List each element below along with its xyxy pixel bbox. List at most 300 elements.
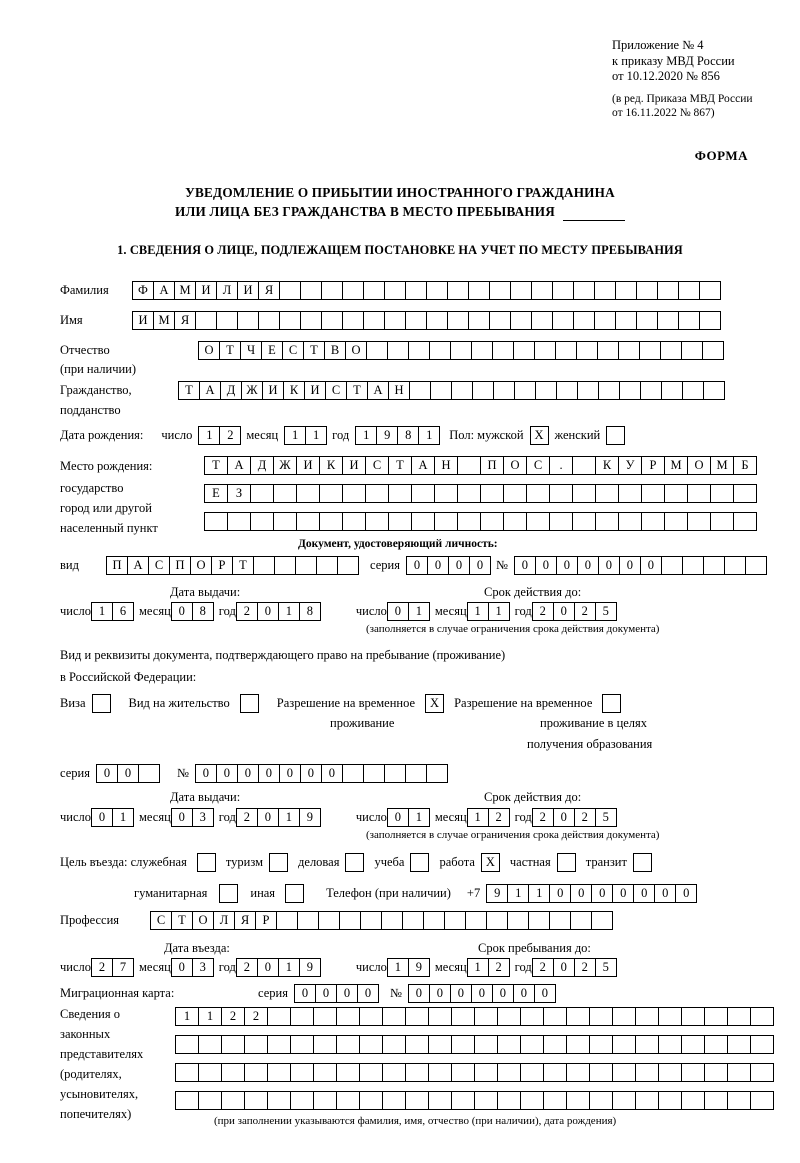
- form-cell[interactable]: [543, 1007, 567, 1026]
- form-cell[interactable]: 0: [336, 984, 358, 1003]
- form-cell[interactable]: [710, 484, 734, 503]
- form-cell[interactable]: 0: [619, 556, 641, 575]
- form-cell[interactable]: [474, 1063, 498, 1082]
- form-cell[interactable]: [661, 381, 683, 400]
- form-cell[interactable]: 0: [279, 764, 301, 783]
- form-cell[interactable]: 0: [612, 884, 634, 903]
- purpose-other-checkbox[interactable]: [285, 884, 304, 903]
- entry-year-input[interactable]: [236, 958, 320, 977]
- form-cell[interactable]: 3: [192, 808, 214, 827]
- form-cell[interactable]: [678, 311, 700, 330]
- form-cell[interactable]: [244, 1063, 268, 1082]
- form-cell[interactable]: [682, 381, 704, 400]
- form-cell[interactable]: В: [324, 341, 346, 360]
- birthplace-row-1-input[interactable]: [204, 456, 756, 475]
- form-cell[interactable]: 1: [198, 1007, 222, 1026]
- form-cell[interactable]: 1: [467, 602, 489, 621]
- form-cell[interactable]: [408, 341, 430, 360]
- form-cell[interactable]: [336, 1007, 360, 1026]
- form-cell[interactable]: Н: [434, 456, 458, 475]
- form-cell[interactable]: [572, 484, 596, 503]
- form-cell[interactable]: [591, 911, 613, 930]
- form-cell[interactable]: [635, 1035, 659, 1054]
- form-cell[interactable]: [589, 1007, 613, 1026]
- form-cell[interactable]: [572, 512, 596, 531]
- form-cell[interactable]: Р: [641, 456, 665, 475]
- form-cell[interactable]: 1: [387, 958, 409, 977]
- form-cell[interactable]: [612, 1091, 636, 1110]
- form-cell[interactable]: [336, 1063, 360, 1082]
- form-cell[interactable]: [276, 911, 298, 930]
- form-cell[interactable]: [237, 311, 259, 330]
- form-cell[interactable]: [405, 311, 427, 330]
- form-cell[interactable]: Р: [255, 911, 277, 930]
- stay-day-input[interactable]: [387, 958, 429, 977]
- form-cell[interactable]: [360, 911, 382, 930]
- form-cell[interactable]: [486, 911, 508, 930]
- form-cell[interactable]: [434, 512, 458, 531]
- form-cell[interactable]: 1: [528, 884, 550, 903]
- form-cell[interactable]: 0: [96, 764, 118, 783]
- form-cell[interactable]: [244, 1035, 268, 1054]
- form-cell[interactable]: [573, 281, 595, 300]
- form-cell[interactable]: А: [199, 381, 221, 400]
- form-cell[interactable]: [612, 1063, 636, 1082]
- form-cell[interactable]: Е: [261, 341, 283, 360]
- form-cell[interactable]: 0: [549, 884, 571, 903]
- form-cell[interactable]: [411, 484, 435, 503]
- form-cell[interactable]: Ж: [273, 456, 297, 475]
- form-cell[interactable]: 0: [591, 884, 613, 903]
- form-cell[interactable]: [198, 1063, 222, 1082]
- form-cell[interactable]: [640, 381, 662, 400]
- identity-valid-year-input[interactable]: [532, 602, 616, 621]
- form-cell[interactable]: 0: [387, 602, 409, 621]
- form-cell[interactable]: [703, 556, 725, 575]
- purpose-study-checkbox[interactable]: [410, 853, 429, 872]
- form-cell[interactable]: [657, 311, 679, 330]
- form-cell[interactable]: О: [345, 341, 367, 360]
- form-cell[interactable]: [428, 1035, 452, 1054]
- form-cell[interactable]: [313, 1091, 337, 1110]
- form-cell[interactable]: [221, 1035, 245, 1054]
- form-cell[interactable]: [733, 512, 757, 531]
- form-cell[interactable]: 2: [532, 808, 554, 827]
- form-cell[interactable]: 1: [112, 808, 134, 827]
- form-cell[interactable]: [428, 1007, 452, 1026]
- form-cell[interactable]: Ж: [241, 381, 263, 400]
- form-cell[interactable]: [687, 484, 711, 503]
- form-cell[interactable]: Д: [220, 381, 242, 400]
- form-cell[interactable]: [273, 512, 297, 531]
- form-cell[interactable]: [267, 1007, 291, 1026]
- form-cell[interactable]: 0: [321, 764, 343, 783]
- form-cell[interactable]: [426, 281, 448, 300]
- form-cell[interactable]: [363, 311, 385, 330]
- entry-month-input[interactable]: [171, 958, 213, 977]
- form-cell[interactable]: [382, 1091, 406, 1110]
- permit-valid-month-input[interactable]: [467, 808, 509, 827]
- form-cell[interactable]: [727, 1007, 751, 1026]
- form-cell[interactable]: [339, 911, 361, 930]
- form-cell[interactable]: [321, 281, 343, 300]
- form-cell[interactable]: [618, 512, 642, 531]
- form-cell[interactable]: [618, 341, 640, 360]
- birth-year-input[interactable]: [355, 426, 439, 445]
- form-cell[interactable]: 9: [299, 958, 321, 977]
- form-cell[interactable]: 0: [408, 984, 430, 1003]
- form-cell[interactable]: [598, 381, 620, 400]
- form-cell[interactable]: [451, 1035, 475, 1054]
- form-cell[interactable]: [434, 484, 458, 503]
- form-cell[interactable]: 0: [448, 556, 470, 575]
- form-cell[interactable]: Ч: [240, 341, 262, 360]
- form-cell[interactable]: 1: [408, 602, 430, 621]
- form-cell[interactable]: [589, 1035, 613, 1054]
- form-cell[interactable]: [204, 512, 228, 531]
- form-cell[interactable]: [175, 1091, 199, 1110]
- form-cell[interactable]: 2: [488, 958, 510, 977]
- form-cell[interactable]: З: [227, 484, 251, 503]
- temp-residence-checkbox[interactable]: X: [425, 694, 444, 713]
- permit-issue-year-input[interactable]: [236, 808, 320, 827]
- form-cell[interactable]: А: [127, 556, 149, 575]
- permit-valid-year-input[interactable]: [532, 808, 616, 827]
- form-cell[interactable]: [702, 341, 724, 360]
- surname-input[interactable]: [132, 281, 720, 300]
- form-cell[interactable]: [497, 1063, 521, 1082]
- form-cell[interactable]: [336, 1035, 360, 1054]
- form-cell[interactable]: [359, 1035, 383, 1054]
- form-cell[interactable]: 2: [219, 426, 241, 445]
- form-cell[interactable]: [750, 1007, 774, 1026]
- form-cell[interactable]: А: [227, 456, 251, 475]
- form-cell[interactable]: [589, 1091, 613, 1110]
- identity-number-input[interactable]: [514, 556, 766, 575]
- form-cell[interactable]: [428, 1063, 452, 1082]
- form-cell[interactable]: [520, 1035, 544, 1054]
- form-cell[interactable]: [704, 1091, 728, 1110]
- form-cell[interactable]: [216, 311, 238, 330]
- form-cell[interactable]: 0: [450, 984, 472, 1003]
- form-cell[interactable]: [528, 911, 550, 930]
- form-cell[interactable]: Б: [733, 456, 757, 475]
- form-cell[interactable]: [384, 281, 406, 300]
- form-cell[interactable]: С: [150, 911, 172, 930]
- form-cell[interactable]: [641, 512, 665, 531]
- form-cell[interactable]: [480, 484, 504, 503]
- form-cell[interactable]: [342, 311, 364, 330]
- form-cell[interactable]: П: [106, 556, 128, 575]
- birthplace-row-3-input[interactable]: [204, 512, 756, 531]
- form-cell[interactable]: [175, 1063, 199, 1082]
- form-cell[interactable]: 0: [406, 556, 428, 575]
- form-cell[interactable]: [489, 281, 511, 300]
- form-cell[interactable]: Т: [232, 556, 254, 575]
- form-cell[interactable]: М: [710, 456, 734, 475]
- form-cell[interactable]: [589, 1063, 613, 1082]
- form-cell[interactable]: 1: [488, 602, 510, 621]
- form-cell[interactable]: [639, 341, 661, 360]
- form-cell[interactable]: 0: [469, 556, 491, 575]
- form-cell[interactable]: [366, 341, 388, 360]
- form-cell[interactable]: [300, 281, 322, 300]
- form-cell[interactable]: [405, 1063, 429, 1082]
- form-cell[interactable]: [480, 512, 504, 531]
- form-cell[interactable]: [296, 512, 320, 531]
- form-cell[interactable]: [313, 1007, 337, 1026]
- form-cell[interactable]: 1: [198, 426, 220, 445]
- birth-day-input[interactable]: [198, 426, 240, 445]
- form-cell[interactable]: [618, 484, 642, 503]
- form-cell[interactable]: И: [132, 311, 154, 330]
- form-cell[interactable]: [526, 512, 550, 531]
- form-cell[interactable]: [636, 311, 658, 330]
- form-cell[interactable]: 0: [315, 984, 337, 1003]
- form-cell[interactable]: [365, 484, 389, 503]
- form-cell[interactable]: 2: [91, 958, 113, 977]
- form-cell[interactable]: [429, 341, 451, 360]
- form-cell[interactable]: 0: [640, 556, 662, 575]
- form-cell[interactable]: [384, 311, 406, 330]
- form-cell[interactable]: И: [237, 281, 259, 300]
- form-cell[interactable]: [457, 512, 481, 531]
- form-cell[interactable]: [472, 381, 494, 400]
- form-cell[interactable]: [595, 484, 619, 503]
- form-cell[interactable]: 1: [467, 958, 489, 977]
- form-cell[interactable]: [316, 556, 338, 575]
- form-cell[interactable]: [555, 341, 577, 360]
- form-cell[interactable]: С: [526, 456, 550, 475]
- form-cell[interactable]: [457, 456, 481, 475]
- form-cell[interactable]: [658, 1063, 682, 1082]
- form-cell[interactable]: [597, 341, 619, 360]
- phone-input[interactable]: [486, 884, 696, 903]
- form-cell[interactable]: [388, 484, 412, 503]
- form-cell[interactable]: Н: [388, 381, 410, 400]
- form-cell[interactable]: [531, 311, 553, 330]
- form-cell[interactable]: [657, 281, 679, 300]
- form-cell[interactable]: 1: [175, 1007, 199, 1026]
- form-cell[interactable]: [342, 764, 364, 783]
- form-cell[interactable]: К: [595, 456, 619, 475]
- form-cell[interactable]: [699, 281, 721, 300]
- form-cell[interactable]: [384, 764, 406, 783]
- form-cell[interactable]: [411, 512, 435, 531]
- form-cell[interactable]: [290, 1091, 314, 1110]
- form-cell[interactable]: [290, 1063, 314, 1082]
- form-cell[interactable]: [615, 311, 637, 330]
- legal-row-2-input[interactable]: [175, 1035, 773, 1054]
- form-cell[interactable]: [619, 381, 641, 400]
- purpose-tourism-checkbox[interactable]: [269, 853, 288, 872]
- form-cell[interactable]: 0: [514, 556, 536, 575]
- form-cell[interactable]: 0: [553, 602, 575, 621]
- form-cell[interactable]: [342, 512, 366, 531]
- purpose-business-checkbox[interactable]: [345, 853, 364, 872]
- form-cell[interactable]: [492, 341, 514, 360]
- form-cell[interactable]: О: [687, 456, 711, 475]
- identity-issue-year-input[interactable]: [236, 602, 320, 621]
- permit-valid-day-input[interactable]: [387, 808, 429, 827]
- form-cell[interactable]: [388, 512, 412, 531]
- visa-checkbox[interactable]: [92, 694, 111, 713]
- form-cell[interactable]: Т: [171, 911, 193, 930]
- form-cell[interactable]: [267, 1063, 291, 1082]
- form-cell[interactable]: [253, 556, 275, 575]
- form-cell[interactable]: [704, 1007, 728, 1026]
- permit-issue-day-input[interactable]: [91, 808, 133, 827]
- form-cell[interactable]: 0: [471, 984, 493, 1003]
- form-cell[interactable]: [430, 381, 452, 400]
- form-cell[interactable]: [682, 556, 704, 575]
- form-cell[interactable]: 1: [91, 602, 113, 621]
- form-cell[interactable]: 2: [236, 602, 258, 621]
- form-cell[interactable]: М: [153, 311, 175, 330]
- form-cell[interactable]: 5: [595, 808, 617, 827]
- form-cell[interactable]: А: [411, 456, 435, 475]
- purpose-transit-checkbox[interactable]: [633, 853, 652, 872]
- form-cell[interactable]: [471, 341, 493, 360]
- form-cell[interactable]: 2: [244, 1007, 268, 1026]
- form-cell[interactable]: [405, 1091, 429, 1110]
- form-cell[interactable]: 8: [299, 602, 321, 621]
- form-cell[interactable]: [520, 1007, 544, 1026]
- form-cell[interactable]: [594, 281, 616, 300]
- form-cell[interactable]: [566, 1091, 590, 1110]
- form-cell[interactable]: [451, 381, 473, 400]
- form-cell[interactable]: [313, 1035, 337, 1054]
- form-cell[interactable]: Т: [388, 456, 412, 475]
- form-cell[interactable]: [296, 484, 320, 503]
- form-cell[interactable]: [710, 512, 734, 531]
- form-cell[interactable]: 1: [467, 808, 489, 827]
- form-cell[interactable]: [507, 911, 529, 930]
- permit-issue-month-input[interactable]: [171, 808, 213, 827]
- form-cell[interactable]: 0: [427, 556, 449, 575]
- sex-male-checkbox[interactable]: X: [530, 426, 549, 445]
- form-cell[interactable]: [402, 911, 424, 930]
- form-cell[interactable]: 9: [408, 958, 430, 977]
- form-cell[interactable]: И: [262, 381, 284, 400]
- form-cell[interactable]: [566, 1063, 590, 1082]
- permit-number-input[interactable]: [195, 764, 447, 783]
- form-cell[interactable]: [290, 1035, 314, 1054]
- form-cell[interactable]: [594, 311, 616, 330]
- form-cell[interactable]: [468, 281, 490, 300]
- form-cell[interactable]: [426, 764, 448, 783]
- purpose-private-checkbox[interactable]: [557, 853, 576, 872]
- form-cell[interactable]: О: [503, 456, 527, 475]
- form-cell[interactable]: 0: [577, 556, 599, 575]
- form-cell[interactable]: Я: [258, 281, 280, 300]
- form-cell[interactable]: [681, 341, 703, 360]
- form-cell[interactable]: [342, 281, 364, 300]
- stay-month-input[interactable]: [467, 958, 509, 977]
- form-cell[interactable]: [227, 512, 251, 531]
- form-cell[interactable]: 0: [257, 958, 279, 977]
- form-cell[interactable]: [503, 512, 527, 531]
- form-cell[interactable]: [221, 1063, 245, 1082]
- form-cell[interactable]: 2: [532, 602, 554, 621]
- form-cell[interactable]: [552, 281, 574, 300]
- form-cell[interactable]: [447, 281, 469, 300]
- form-cell[interactable]: [681, 1091, 705, 1110]
- form-cell[interactable]: [543, 1035, 567, 1054]
- identity-series-input[interactable]: [406, 556, 490, 575]
- form-cell[interactable]: [520, 1063, 544, 1082]
- form-cell[interactable]: [295, 556, 317, 575]
- patronymic-input[interactable]: [198, 341, 723, 360]
- form-cell[interactable]: [531, 281, 553, 300]
- form-cell[interactable]: [297, 911, 319, 930]
- form-cell[interactable]: [612, 1007, 636, 1026]
- form-cell[interactable]: [175, 1035, 199, 1054]
- form-cell[interactable]: [447, 311, 469, 330]
- form-cell[interactable]: С: [325, 381, 347, 400]
- form-cell[interactable]: [337, 556, 359, 575]
- birthplace-row-2-input[interactable]: [204, 484, 756, 503]
- form-cell[interactable]: [405, 764, 427, 783]
- form-cell[interactable]: [451, 1063, 475, 1082]
- form-cell[interactable]: 9: [486, 884, 508, 903]
- form-cell[interactable]: 0: [598, 556, 620, 575]
- form-cell[interactable]: [661, 556, 683, 575]
- purpose-humanitarian-checkbox[interactable]: [219, 884, 238, 903]
- form-cell[interactable]: [267, 1091, 291, 1110]
- entry-day-input[interactable]: [91, 958, 133, 977]
- form-cell[interactable]: Е: [204, 484, 228, 503]
- form-cell[interactable]: 2: [221, 1007, 245, 1026]
- form-cell[interactable]: 0: [91, 808, 113, 827]
- form-cell[interactable]: 2: [574, 958, 596, 977]
- form-cell[interactable]: [745, 556, 767, 575]
- form-cell[interactable]: 0: [492, 984, 514, 1003]
- form-cell[interactable]: [636, 281, 658, 300]
- form-cell[interactable]: [724, 556, 746, 575]
- form-cell[interactable]: [313, 1063, 337, 1082]
- form-cell[interactable]: [566, 1035, 590, 1054]
- birth-month-input[interactable]: [284, 426, 326, 445]
- form-cell[interactable]: [319, 512, 343, 531]
- form-cell[interactable]: [612, 1035, 636, 1054]
- form-cell[interactable]: [641, 484, 665, 503]
- form-cell[interactable]: [318, 911, 340, 930]
- form-cell[interactable]: [279, 281, 301, 300]
- identity-valid-month-input[interactable]: [467, 602, 509, 621]
- form-cell[interactable]: П: [169, 556, 191, 575]
- form-cell[interactable]: М: [174, 281, 196, 300]
- form-cell[interactable]: [664, 484, 688, 503]
- form-cell[interactable]: А: [367, 381, 389, 400]
- form-cell[interactable]: [543, 1091, 567, 1110]
- form-cell[interactable]: [497, 1007, 521, 1026]
- form-cell[interactable]: С: [148, 556, 170, 575]
- residence-permit-checkbox[interactable]: [240, 694, 259, 713]
- form-cell[interactable]: [687, 512, 711, 531]
- form-cell[interactable]: 6: [112, 602, 134, 621]
- form-cell[interactable]: [274, 556, 296, 575]
- form-cell[interactable]: Л: [213, 911, 235, 930]
- form-cell[interactable]: [426, 311, 448, 330]
- form-cell[interactable]: 5: [595, 958, 617, 977]
- form-cell[interactable]: [635, 1091, 659, 1110]
- form-cell[interactable]: 0: [171, 808, 193, 827]
- form-cell[interactable]: [497, 1035, 521, 1054]
- form-cell[interactable]: Я: [234, 911, 256, 930]
- form-cell[interactable]: [244, 1091, 268, 1110]
- form-cell[interactable]: [635, 1007, 659, 1026]
